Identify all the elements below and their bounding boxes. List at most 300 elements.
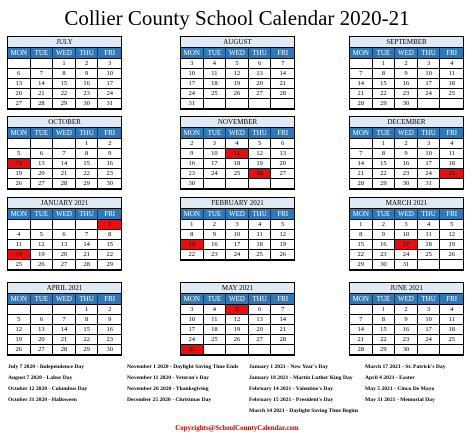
day-cell: 14 (53, 325, 76, 335)
weekday-label: WED (226, 48, 249, 58)
empty-day-cell (204, 345, 227, 355)
day-cell: 2 (395, 139, 418, 149)
day-cell: 17 (181, 79, 204, 89)
empty-day-cell (226, 345, 249, 355)
empty-day-cell (76, 220, 99, 230)
month-june-2021 (349, 282, 464, 356)
weekday-header (8, 209, 121, 220)
day-cell: 7 (271, 59, 294, 69)
weekday-header (8, 294, 121, 305)
day-cell: 9 (98, 149, 121, 159)
day-cell: 3 (226, 220, 249, 230)
empty-day-cell (418, 99, 441, 109)
day-cell: 28 (53, 179, 76, 189)
day-cell: 2 (373, 220, 396, 230)
page-title: Collier County School Calendar 2020-21 (64, 6, 410, 30)
day-cell: 10 (181, 69, 204, 79)
day-cell: 22 (373, 89, 396, 99)
day-cell: 15 (76, 159, 99, 169)
day-cell: 10 (418, 315, 441, 325)
day-cell: 8 (350, 230, 373, 240)
day-cell: 16 (98, 159, 121, 169)
day-cell: 5 (271, 220, 294, 230)
day-cell: 17 (395, 240, 418, 250)
day-cell: 2 (395, 59, 418, 69)
day-cell: 23 (181, 169, 204, 179)
weekday-label: THU (249, 128, 272, 138)
weekday-label: TUE (31, 48, 54, 58)
day-cell: 18 (440, 79, 463, 89)
day-cell: 30 (76, 99, 99, 109)
weekday-label: FRI (446, 210, 458, 218)
weekday-label: FRI (277, 210, 289, 218)
day-cell: 23 (204, 250, 227, 260)
day-cell: 6 (31, 315, 54, 325)
day-cell: 27 (249, 335, 272, 345)
day-cell: 1 (98, 220, 121, 230)
day-cell: 27 (8, 99, 31, 109)
day-cell: 7 (350, 69, 373, 79)
month-title: MAY 2021 (181, 283, 294, 294)
empty-day-cell (350, 59, 373, 69)
day-cell: 25 (440, 89, 463, 99)
day-cell: 8 (181, 230, 204, 240)
day-cell: 12 (8, 159, 31, 169)
day-cell: 14 (271, 315, 294, 325)
empty-day-cell (440, 99, 463, 109)
weekday-label: MON (350, 48, 373, 58)
day-cell: 29 (76, 179, 99, 189)
month-title: SEPTEMBER (350, 37, 463, 48)
day-cell: 29 (76, 345, 99, 355)
day-cell: 20 (31, 169, 54, 179)
weekday-label: FRI (446, 129, 458, 137)
day-cell: 6 (249, 59, 272, 69)
events-column-2 (127, 362, 247, 406)
day-cell: 24 (418, 335, 441, 345)
weekday-label: FRI (277, 129, 289, 137)
weekday-header (181, 48, 294, 59)
day-cell: 14 (350, 159, 373, 169)
empty-day-cell (249, 99, 272, 109)
weekday-label: THU (76, 294, 99, 304)
day-cell: 21 (350, 169, 373, 179)
day-grid (8, 59, 121, 109)
day-cell: 21 (53, 169, 76, 179)
day-cell: 5 (8, 149, 31, 159)
day-cell: 25 (440, 169, 463, 179)
day-cell: 20 (8, 89, 31, 99)
day-cell: 31 (418, 179, 441, 189)
day-grid (350, 305, 463, 355)
day-cell: 30 (98, 345, 121, 355)
empty-day-cell (31, 305, 54, 315)
weekday-label: THU (76, 128, 99, 138)
weekday-label: TUE (204, 294, 227, 304)
month-title: MARCH 2021 (350, 198, 463, 209)
day-cell: 13 (249, 69, 272, 79)
events-list (0, 362, 474, 428)
event-item: November 26 2020 - Thanksgiving (127, 386, 209, 392)
month-title: JULY (8, 37, 121, 48)
day-cell: 12 (440, 230, 463, 240)
weekday-label: TUE (373, 209, 396, 219)
day-cell: 29 (373, 179, 396, 189)
weekday-label: MON (8, 209, 31, 219)
weekday-label: MON (181, 209, 204, 219)
day-cell: 27 (53, 260, 76, 270)
day-cell: 31 (98, 99, 121, 109)
month-december (349, 116, 464, 190)
weekday-label: TUE (31, 209, 54, 219)
weekday-header (181, 294, 294, 305)
month-march-2021 (349, 197, 464, 271)
day-cell: 22 (53, 89, 76, 99)
events-column-1 (8, 362, 128, 406)
day-cell: 19 (440, 240, 463, 250)
day-cell: 26 (249, 169, 272, 179)
day-cell: 5 (31, 230, 54, 240)
weekday-label: TUE (373, 48, 396, 58)
day-cell: 26 (31, 260, 54, 270)
day-cell: 26 (440, 250, 463, 260)
day-cell: 28 (350, 99, 373, 109)
day-cell: 16 (373, 240, 396, 250)
day-cell: 27 (31, 179, 54, 189)
day-cell: 15 (373, 325, 396, 335)
day-cell: 3 (98, 59, 121, 69)
events-column-4 (365, 362, 474, 406)
weekday-label: MON (8, 294, 31, 304)
weekday-label: THU (418, 48, 441, 58)
event-item: October 31 2020 - Halloween (8, 397, 77, 403)
day-cell: 23 (373, 250, 396, 260)
empty-day-cell (440, 260, 463, 270)
day-cell: 9 (373, 230, 396, 240)
weekday-label: WED (395, 294, 418, 304)
event-item: March 14 2021 - Daylight Saving Time Begins (249, 408, 359, 414)
empty-day-cell (271, 179, 294, 189)
empty-day-cell (226, 179, 249, 189)
month-title: APRIL 2021 (8, 283, 121, 294)
day-cell: 9 (395, 149, 418, 159)
event-item: November 1 2020 - Daylight Saving Time Ends (127, 364, 239, 370)
day-grid (8, 139, 121, 189)
day-cell: 28 (31, 99, 54, 109)
empty-day-cell (31, 220, 54, 230)
day-cell: 11 (440, 315, 463, 325)
day-cell: 18 (418, 240, 441, 250)
day-cell: 10 (226, 230, 249, 240)
day-cell: 15 (76, 325, 99, 335)
month-april-2021 (7, 282, 122, 356)
weekday-header (350, 209, 463, 220)
day-cell: 16 (395, 325, 418, 335)
weekday-label: WED (53, 209, 76, 219)
day-cell: 9 (395, 315, 418, 325)
day-cell: 5 (249, 139, 272, 149)
day-cell: 16 (76, 79, 99, 89)
day-cell: 15 (373, 159, 396, 169)
day-cell: 17 (418, 325, 441, 335)
day-cell: 26 (271, 250, 294, 260)
month-july (7, 36, 122, 110)
weekday-label: THU (249, 48, 272, 58)
weekday-label: TUE (373, 128, 396, 138)
day-cell: 11 (226, 149, 249, 159)
weekday-label: TUE (31, 294, 54, 304)
day-cell: 16 (181, 159, 204, 169)
day-cell: 21 (76, 250, 99, 260)
day-cell: 14 (53, 159, 76, 169)
day-grid (350, 59, 463, 109)
day-cell: 10 (181, 315, 204, 325)
day-cell: 3 (395, 220, 418, 230)
day-cell: 20 (53, 250, 76, 260)
event-item: August 7 2020 - Labor Day (8, 375, 73, 381)
weekday-label: THU (418, 209, 441, 219)
day-cell: 6 (8, 69, 31, 79)
day-cell: 16 (204, 240, 227, 250)
day-cell: 7 (31, 69, 54, 79)
month-september (349, 36, 464, 110)
day-cell: 12 (8, 325, 31, 335)
day-cell: 10 (204, 149, 227, 159)
day-cell: 29 (350, 260, 373, 270)
weekday-label: WED (53, 48, 76, 58)
day-cell: 21 (31, 89, 54, 99)
weekday-label: MON (181, 128, 204, 138)
weekday-label: FRI (446, 295, 458, 303)
day-cell: 24 (181, 335, 204, 345)
empty-day-cell (249, 179, 272, 189)
day-cell: 25 (440, 335, 463, 345)
empty-day-cell (53, 220, 76, 230)
day-cell: 30 (395, 345, 418, 355)
day-cell: 7 (53, 315, 76, 325)
day-cell: 24 (418, 89, 441, 99)
empty-day-cell (204, 99, 227, 109)
day-cell: 14 (31, 79, 54, 89)
day-cell: 10 (418, 69, 441, 79)
weekday-label: MON (8, 48, 31, 58)
day-cell: 19 (271, 240, 294, 250)
day-cell: 4 (204, 59, 227, 69)
day-cell: 25 (204, 89, 227, 99)
day-cell: 9 (181, 149, 204, 159)
day-cell: 13 (53, 240, 76, 250)
day-cell: 6 (31, 149, 54, 159)
day-cell: 2 (98, 139, 121, 149)
weekday-label: FRI (104, 210, 116, 218)
day-cell: 18 (204, 79, 227, 89)
empty-day-cell (418, 345, 441, 355)
day-cell: 8 (76, 315, 99, 325)
day-cell: 11 (440, 149, 463, 159)
empty-day-cell (8, 305, 31, 315)
weekday-label: MON (350, 294, 373, 304)
day-cell: 18 (204, 325, 227, 335)
day-cell: 15 (373, 79, 396, 89)
day-cell: 26 (8, 179, 31, 189)
day-cell: 24 (98, 89, 121, 99)
day-cell: 19 (249, 159, 272, 169)
day-cell: 17 (418, 79, 441, 89)
event-item: February 14 2021 - Valentine's Day (249, 386, 334, 392)
day-cell: 27 (31, 345, 54, 355)
day-cell: 5 (226, 305, 249, 315)
empty-day-cell (271, 345, 294, 355)
empty-day-cell (8, 59, 31, 69)
day-cell: 31 (395, 260, 418, 270)
day-cell: 7 (350, 315, 373, 325)
weekday-label: TUE (204, 128, 227, 138)
day-cell: 18 (226, 159, 249, 169)
month-title: NOVEMBER (181, 117, 294, 128)
day-cell: 28 (271, 89, 294, 99)
weekday-label: TUE (204, 48, 227, 58)
day-cell: 14 (271, 69, 294, 79)
weekday-label: WED (226, 294, 249, 304)
weekday-label: THU (418, 128, 441, 138)
day-cell: 1 (53, 59, 76, 69)
day-cell: 11 (8, 240, 31, 250)
day-cell: 10 (418, 149, 441, 159)
copyright-text: Copyrights@SchoolCountyCalendar.com (175, 424, 299, 432)
month-title: DECEMBER (350, 117, 463, 128)
weekday-label: TUE (31, 128, 54, 138)
weekday-header (8, 48, 121, 59)
day-grid (350, 139, 463, 189)
day-cell: 22 (98, 250, 121, 260)
event-item: October 12 2020 - Columbus Day (8, 386, 88, 392)
day-cell: 18 (249, 240, 272, 250)
day-cell: 1 (373, 305, 396, 315)
weekday-label: THU (249, 294, 272, 304)
day-cell: 11 (418, 230, 441, 240)
day-cell: 7 (76, 230, 99, 240)
day-cell: 1 (373, 59, 396, 69)
day-cell: 25 (418, 250, 441, 260)
day-cell: 15 (98, 240, 121, 250)
day-cell: 21 (271, 325, 294, 335)
weekday-label: FRI (104, 295, 116, 303)
day-cell: 13 (8, 79, 31, 89)
weekday-label: MON (181, 294, 204, 304)
day-cell: 27 (249, 89, 272, 99)
event-item: January 18 2021 - Martin Luther King Day (249, 375, 353, 381)
day-cell: 1 (373, 139, 396, 149)
day-cell: 26 (226, 89, 249, 99)
day-cell: 25 (204, 335, 227, 345)
weekday-label: FRI (277, 295, 289, 303)
day-cell: 23 (395, 89, 418, 99)
day-cell: 12 (249, 149, 272, 159)
day-cell: 22 (373, 335, 396, 345)
day-cell: 24 (226, 250, 249, 260)
day-cell: 14 (350, 325, 373, 335)
day-cell: 15 (53, 79, 76, 89)
day-cell: 14 (350, 79, 373, 89)
day-cell: 7 (271, 305, 294, 315)
day-cell: 8 (373, 315, 396, 325)
day-cell: 15 (350, 240, 373, 250)
event-item: November 11 2020 - Veteran's Day (127, 375, 210, 381)
day-cell: 12 (271, 230, 294, 240)
weekday-label: MON (8, 128, 31, 138)
day-grid (181, 139, 294, 189)
month-november (180, 116, 295, 190)
month-january-2021 (7, 197, 122, 271)
day-cell: 18 (440, 325, 463, 335)
day-cell: 6 (271, 139, 294, 149)
day-cell: 15 (181, 240, 204, 250)
day-cell: 30 (98, 179, 121, 189)
day-cell: 28 (53, 345, 76, 355)
day-cell: 3 (418, 305, 441, 315)
day-grid (350, 220, 463, 270)
day-cell: 5 (226, 59, 249, 69)
event-item: July 7 2020 - Independence Day (8, 364, 84, 370)
day-cell: 9 (204, 230, 227, 240)
day-cell: 16 (395, 79, 418, 89)
empty-day-cell (31, 59, 54, 69)
event-item: January 1 2021 - New Year's Day (249, 364, 329, 370)
day-cell: 29 (98, 260, 121, 270)
empty-day-cell (350, 139, 373, 149)
event-item: April 4 2021 - Easter (365, 375, 415, 381)
day-cell: 22 (350, 250, 373, 260)
day-cell: 23 (395, 169, 418, 179)
events-column-3 (249, 362, 369, 417)
day-cell: 24 (418, 169, 441, 179)
weekday-label: TUE (204, 209, 227, 219)
weekday-label: WED (226, 128, 249, 138)
day-cell: 22 (76, 169, 99, 179)
day-cell: 20 (31, 335, 54, 345)
empty-day-cell (440, 179, 463, 189)
empty-day-cell (440, 345, 463, 355)
day-cell: 30 (373, 260, 396, 270)
month-may-2021 (180, 282, 295, 356)
day-cell: 3 (418, 59, 441, 69)
weekday-header (350, 294, 463, 305)
day-cell: 5 (440, 220, 463, 230)
day-cell: 4 (440, 59, 463, 69)
day-cell: 31 (181, 99, 204, 109)
day-cell: 4 (226, 139, 249, 149)
day-cell: 3 (181, 59, 204, 69)
day-cell: 1 (181, 220, 204, 230)
day-cell: 9 (98, 315, 121, 325)
empty-day-cell (350, 305, 373, 315)
empty-day-cell (249, 345, 272, 355)
weekday-header (350, 48, 463, 59)
day-cell: 19 (226, 325, 249, 335)
day-cell: 25 (8, 260, 31, 270)
day-cell: 11 (440, 69, 463, 79)
day-cell: 20 (271, 159, 294, 169)
day-grid (181, 220, 294, 260)
weekday-label: THU (249, 209, 272, 219)
event-item: December 25 2020 - Christmas Day (127, 397, 212, 403)
empty-day-cell (418, 260, 441, 270)
day-cell: 25 (249, 250, 272, 260)
day-cell: 19 (8, 335, 31, 345)
day-cell: 30 (395, 179, 418, 189)
day-cell: 6 (53, 230, 76, 240)
day-cell: 6 (249, 305, 272, 315)
